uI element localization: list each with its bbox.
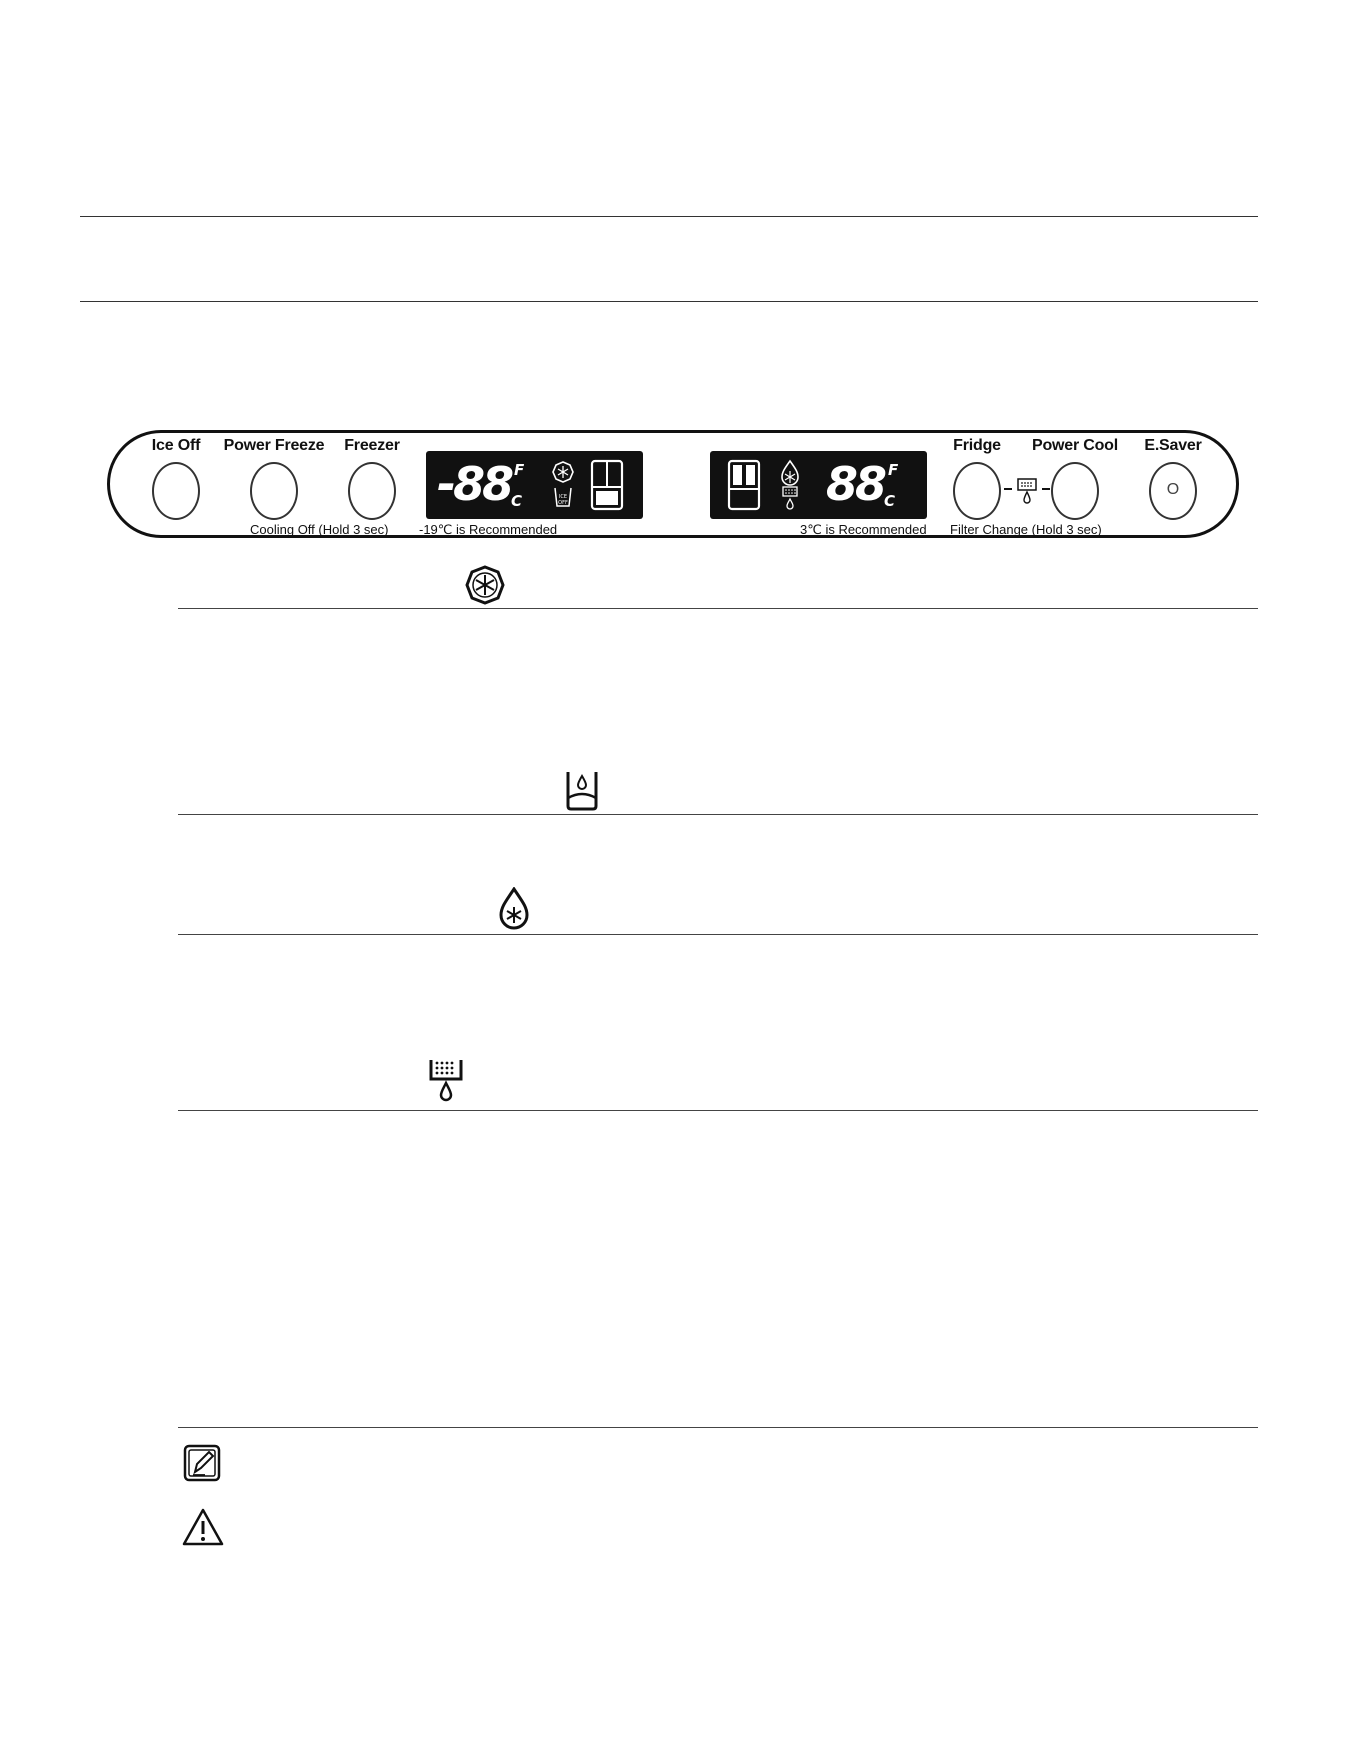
filter-change-label: Filter Change (Hold 3 sec) (950, 522, 1102, 537)
section-rule-4 (178, 1110, 1258, 1111)
ice-off-button[interactable] (152, 462, 200, 520)
fridge-label: Fridge (953, 437, 1001, 454)
section-rule-3 (178, 934, 1258, 935)
filter-icon (428, 1057, 464, 1103)
fridge-button[interactable] (953, 462, 1001, 520)
section-rule-1 (178, 608, 1258, 609)
power-freeze-label: Power Freeze (223, 437, 325, 454)
fridge-unit-f: F (888, 461, 899, 479)
freezer-door-icon (590, 459, 624, 511)
ice-drop-icon (497, 887, 531, 931)
fridge-recommended-label: 3℃ is Recommended (800, 522, 927, 537)
note-icon (183, 1444, 221, 1482)
svg-text:OFF: OFF (558, 500, 568, 506)
section-rule-2 (178, 814, 1258, 815)
ice-maker-indicator-icon (550, 460, 576, 510)
freezer-unit-f: F (514, 461, 525, 479)
power-cool-label: Power Cool (1031, 437, 1119, 454)
freezer-label: Freezer (344, 437, 400, 454)
power-cool-button[interactable] (1051, 462, 1099, 520)
warning-icon (181, 1507, 225, 1547)
ice-drop-filter-indicator-icon (777, 459, 803, 511)
svg-text:ICE: ICE (558, 494, 568, 500)
fridge-unit-c: C (884, 492, 896, 510)
filter-link-icon (1002, 476, 1052, 506)
freezer-temp-digits: -88 (437, 457, 512, 511)
header-rule-top (80, 216, 1258, 217)
freezer-recommended-label: -19℃ is Recommended (419, 522, 558, 537)
e-saver-button[interactable] (1149, 462, 1197, 520)
power-freeze-button[interactable] (250, 462, 298, 520)
fridge-temp-digits: 88 (826, 457, 885, 511)
freezer-unit-c: C (511, 492, 523, 510)
ice-off-label: Ice Off (151, 437, 201, 454)
ice-off-cup-icon (564, 768, 600, 812)
freezer-button[interactable] (348, 462, 396, 520)
cooling-off-label: Cooling Off (Hold 3 sec) (250, 522, 389, 537)
e-saver-label: E.Saver (1144, 437, 1202, 454)
e-saver-indicator: O (1166, 481, 1180, 498)
ice-maker-icon (465, 565, 505, 605)
section-rule-5 (178, 1427, 1258, 1428)
header-rule-bottom (80, 301, 1258, 302)
fridge-door-icon (727, 459, 761, 511)
